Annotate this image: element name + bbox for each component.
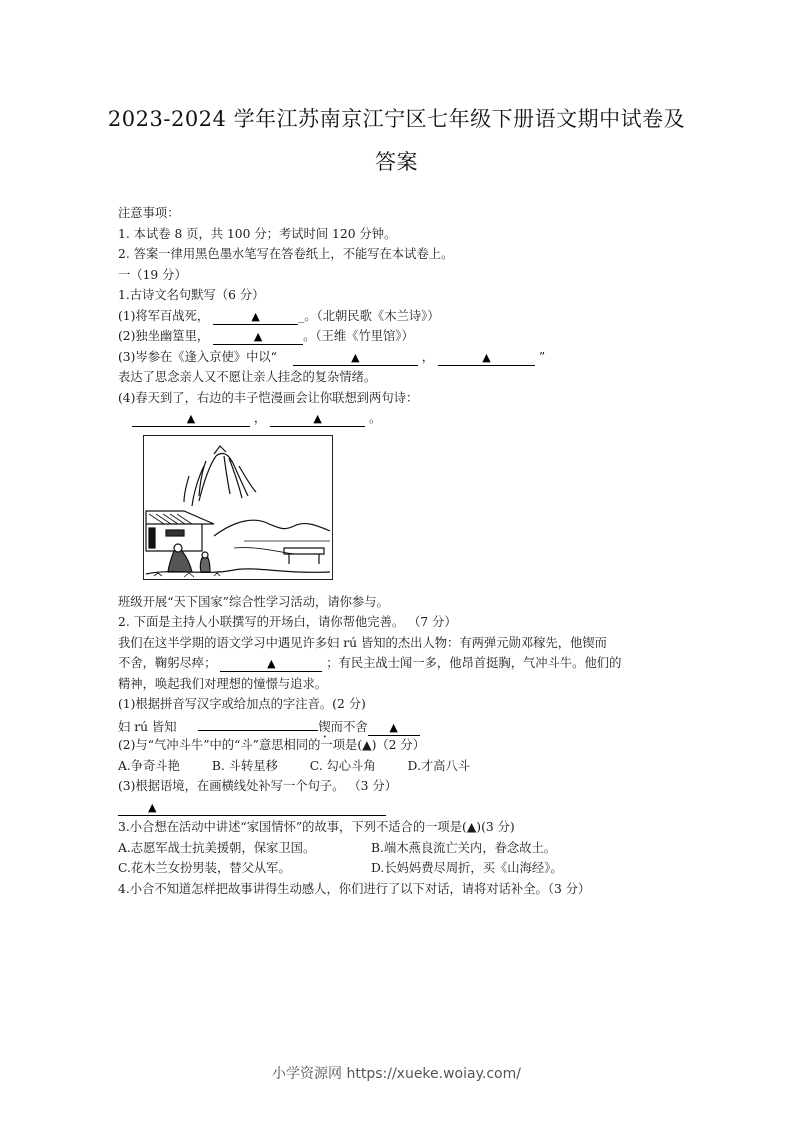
option-d: D.长妈妈费尽周折，买《山海经》。 — [371, 861, 563, 875]
note-item-1: 1. 本试卷 8 页，共 100 分；考试时间 120 分钟。 — [118, 226, 397, 241]
question-3-options-row-1 — [118, 838, 698, 859]
notes-heading: 注意事项： — [118, 206, 180, 220]
exam-content — [118, 203, 698, 899]
answer-blank[interactable] — [270, 411, 365, 427]
question-1-part-2: (2)独坐幽篁里， ▲ 。（王维《竹里馆》） — [118, 329, 414, 343]
page-footer: 小学资源网 https://xueke.woiay.com/ — [272, 1066, 521, 1082]
question-3-options-row-2 — [118, 858, 698, 879]
question-1-part-3: (3)岑参在《逢入京使》中以“ ▲ ， ▲ ” — [118, 349, 546, 364]
answer-blank[interactable] — [293, 350, 418, 366]
section-1-heading: 一（19 分） — [118, 267, 187, 282]
question-4-title: 4.小合不知道怎样把故事讲得生动感人，你们进行了以下对话，请将对话补全。（3 分） — [118, 881, 591, 896]
document-title-line-2: 答案 — [375, 150, 418, 174]
question-2-sub-2-title: (2)与“气冲斗牛”中的“斗”意思相同的一项是(▲)（2 分） — [118, 738, 425, 752]
option-b: B.端木燕良流亡关内，眷念故土。 — [371, 840, 557, 855]
blank-marker-icon: ▲ — [351, 350, 360, 364]
question-2-passage-line-2: 不舍，鞠躬尽瘁； ▲ ；有民主战士闻一多，他昂首挺胸，气冲斗牛。他们的 — [118, 656, 622, 670]
blank-marker-icon: ▲ — [482, 350, 491, 364]
feng-zikai-illustration — [143, 435, 333, 580]
option-a: A.志愿军战士抗美援朝，保家卫国。 — [118, 840, 316, 855]
answer-blank[interactable] — [118, 800, 386, 816]
question-2-sub-3-title: (3)根据语境，在画横线处补写一个句子。 （3 分） — [118, 779, 397, 793]
blank-marker-icon: ▲ — [186, 412, 196, 425]
question-2-passage-line-1: 我们在这半学期的语文学习中遇见许多妇 rú 皆知的杰出人物：有两弹元勋邓稼先，他锲而 — [118, 635, 607, 650]
dotted-character: 锲 — [318, 719, 331, 734]
question-2-passage-line-3: 精神，唤起我们对理想的憧憬与追求。 — [118, 676, 328, 691]
note-item-2: 2. 答案一律用黑色墨水笔写在答卷纸上，不能写在本试卷上。 — [118, 247, 454, 261]
blank-marker-icon: ▲ — [251, 309, 260, 323]
activity-intro: 班级开展“天下国家”综合性学习活动，请你参与。 — [118, 594, 389, 609]
question-2-title: 2. 下面是主持人小联撰写的开场白，请你帮他完善。 （7 分） — [118, 615, 457, 629]
answer-blank[interactable] — [438, 350, 535, 366]
option-b: B. 斗转星移 — [211, 758, 278, 773]
question-1-part-4-blanks: ▲ ， ▲ 。 — [118, 408, 698, 429]
blank-marker-icon: ▲ — [253, 330, 263, 343]
answer-blank[interactable] — [220, 656, 322, 672]
question-1-part-4: (4)春天到了，右边的丰子恺漫画会让你联想到两句诗： — [118, 390, 419, 405]
document-title-line-1: 2023-2024 学年江苏南京江宁区七年级下册语文期中试卷及 — [107, 107, 686, 131]
question-1-title: 1.古诗文名句默写（6 分） — [118, 288, 265, 302]
answer-blank[interactable] — [198, 715, 318, 731]
option-c: C. 勾心斗角 — [309, 758, 376, 773]
blank-marker-icon: ▲ — [148, 800, 157, 814]
blank-marker-icon: ▲ — [313, 412, 322, 425]
question-2-sub-1-title: (1)根据拼音写汉字或给加点的字注音。(2 分) — [118, 697, 366, 711]
question-3-title: 3.小合想在活动中讲述“家国情怀”的故事，下列不适合的一项是(▲)(3 分) — [118, 820, 515, 834]
answer-blank[interactable] — [213, 329, 303, 345]
option-d: D.才高八斗 — [407, 758, 471, 773]
question-2-sub-3-blank — [118, 797, 698, 818]
option-c: C.花木兰女扮男装，替父从军。 — [118, 861, 291, 875]
answer-blank[interactable] — [132, 411, 250, 427]
answer-blank[interactable] — [213, 309, 298, 325]
question-1-part-1: (1)将军百战死， ▲ _。（北朝民歌《木兰诗》） — [118, 308, 440, 323]
question-2-sub-2-options — [118, 756, 698, 777]
answer-blank[interactable] — [368, 720, 420, 736]
question-2-sub-1-items: 妇 rú 皆知 锲而不舍 ▲ — [118, 715, 698, 736]
illustration-image — [144, 436, 332, 579]
question-1-part-3-continued: 表达了思念亲人又不愿让亲人挂念的复杂情绪。 — [118, 370, 377, 384]
option-a: A.争奇斗艳 — [118, 758, 180, 773]
blank-marker-icon: ▲ — [389, 720, 398, 734]
blank-marker-icon: ▲ — [267, 657, 276, 670]
